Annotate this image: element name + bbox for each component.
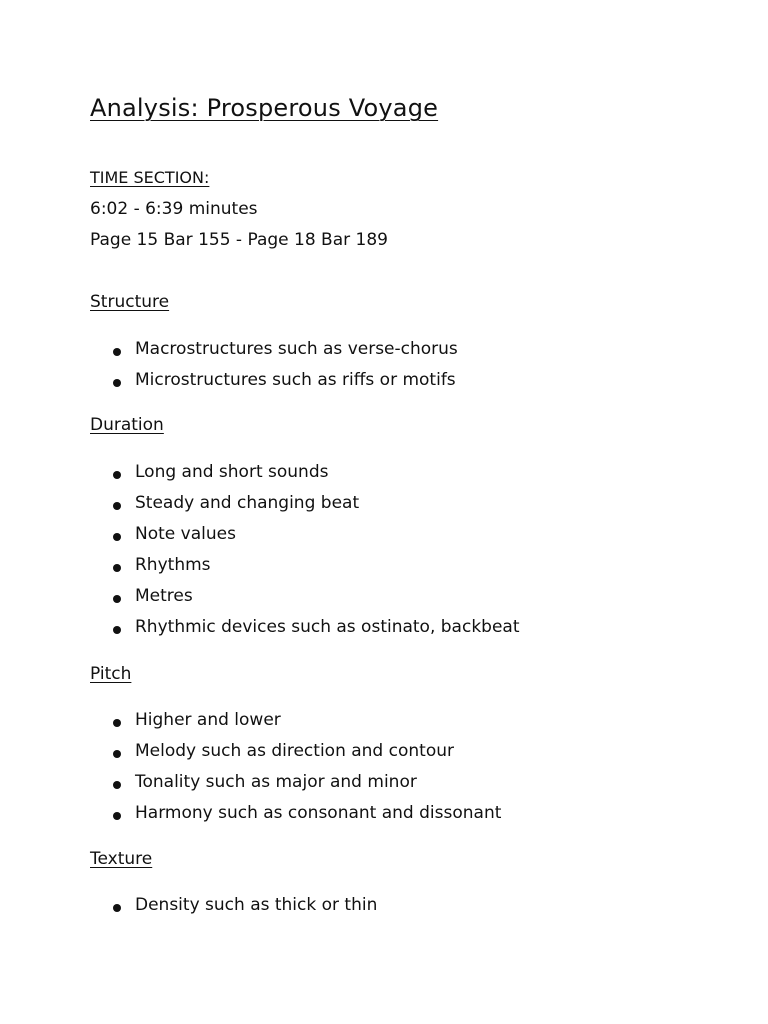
bullet-dot-icon [113,812,121,820]
bullet-dot-icon [113,564,121,572]
bullet-dot-icon [113,750,121,758]
list-item-text: Higher and lower [135,710,281,730]
bullet-dot-icon [113,595,121,603]
bullet-dot-icon [113,904,121,912]
list-item-text: Rhythms [135,555,211,575]
bullet-dot-icon [113,348,121,356]
list-item-text: Rhythmic devices such as ostinato, backbeat [135,617,520,637]
bullet-dot-icon [113,533,121,541]
bullet-dot-icon [113,626,121,634]
bullet-dot-icon [113,781,121,789]
bullet-dot-icon [113,471,121,479]
list-item-text: Density such as thick or thin [135,895,378,915]
bullet-dot-icon [113,502,121,510]
list-item-text: Macrostructures such as verse-chorus [135,339,458,359]
list-item-text: Microstructures such as riffs or motifs [135,370,456,390]
list-item-text: Steady and changing beat [135,493,360,513]
time-section-label: TIME SECTION: [90,168,210,187]
list-item-text: Note values [135,524,236,544]
list-item-text: Melody such as direction and contour [135,741,454,761]
list-item-text: Long and short sounds [135,462,329,482]
bullet-dot-icon [113,379,121,387]
section-heading-structure: Structure [90,292,170,312]
time-range: 6:02 - 6:39 minutes [90,199,258,219]
document-title: Analysis: Prosperous Voyage [90,94,439,122]
bullet-dot-icon [113,719,121,727]
list-item-text: Harmony such as consonant and dissonant [135,803,502,823]
page-range: Page 15 Bar 155 - Page 18 Bar 189 [90,230,388,250]
section-heading-duration: Duration [90,415,164,435]
section-heading-pitch: Pitch [90,664,132,684]
list-item-text: Tonality such as major and minor [135,772,417,792]
list-item-text: Metres [135,586,193,606]
section-heading-texture: Texture [90,849,153,869]
